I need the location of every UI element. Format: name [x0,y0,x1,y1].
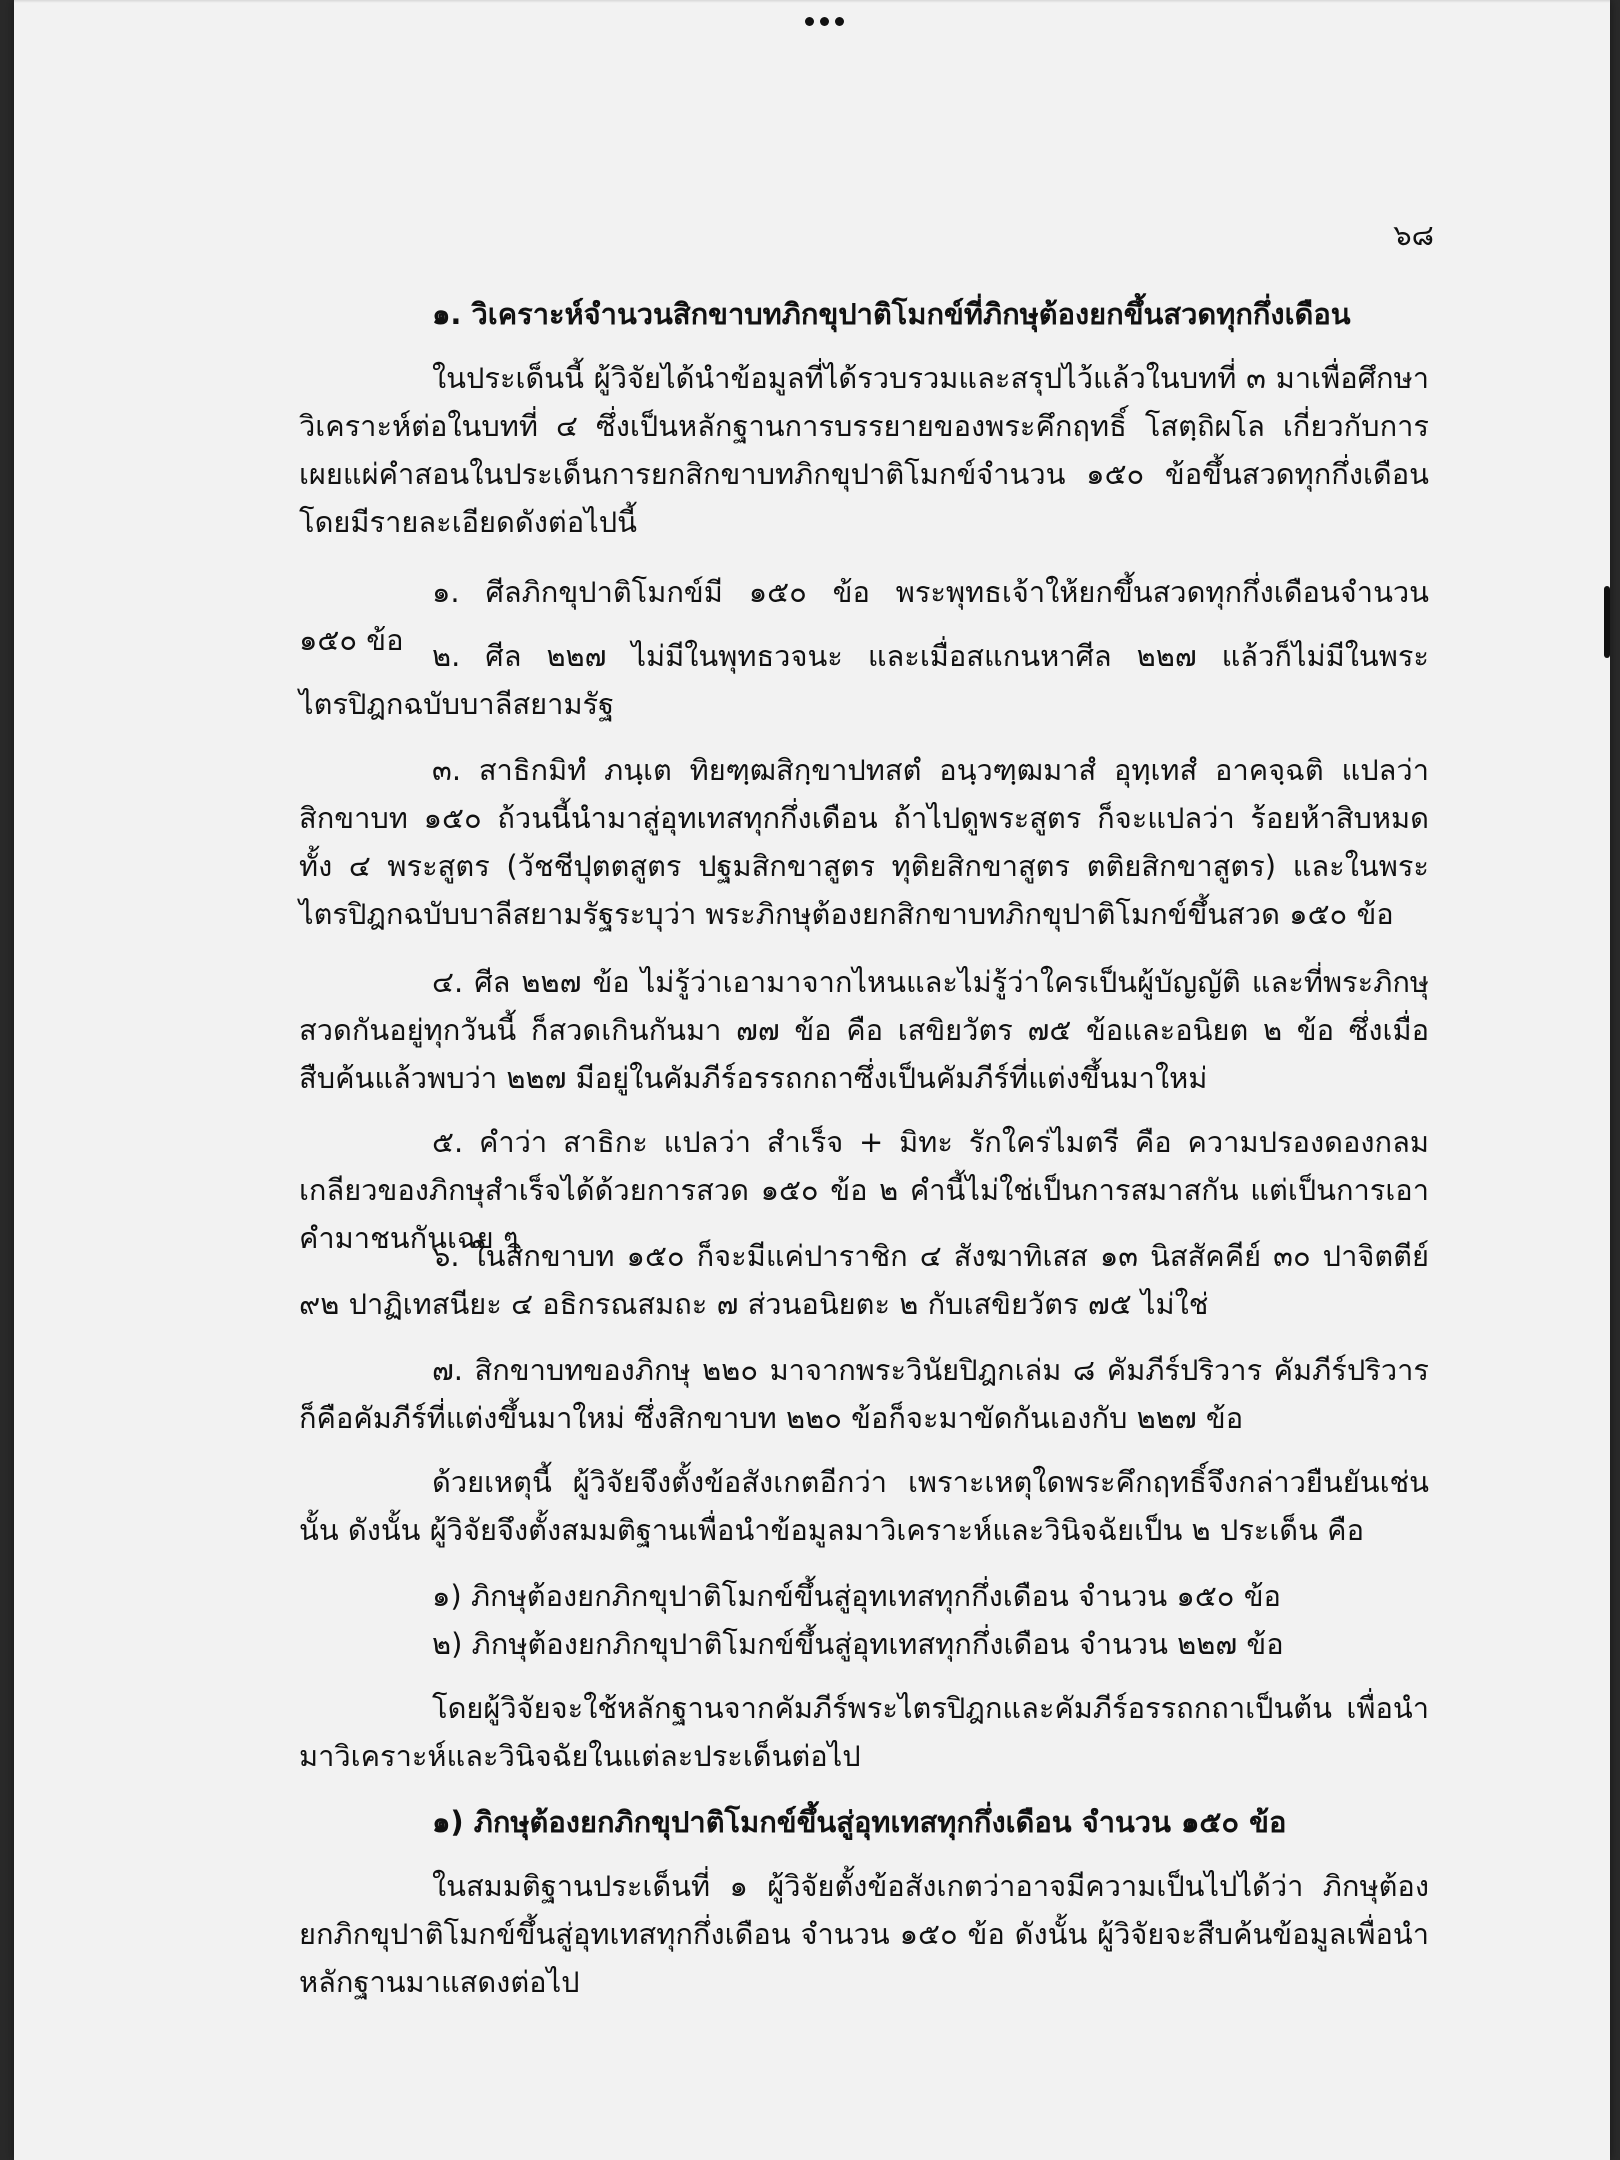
more-options-button[interactable] [794,10,854,32]
hypothesis-1: ๑) ภิกษุต้องยกภิกขุปาติโมกข์ขึ้นสู่อุทเทสทุกกึ่งเดือน จำนวน ๑๕๐ ข้อ [432,1579,1281,1613]
point-5: ๕. คำว่า สาธิกะ แปลว่า สำเร็จ + มิทะ รักใคร่ไมตรี คือ ความปรองดองกลมเกลียวของภิกษุสำเร็จได้ด้วยการสวด ๑๕๐ ข้อ ๒ คำนี้ไม่ใช่เป็นการสมาสกัน แต่เป็นการเอาคำมาชนกันเฉย ๆ [299,1125,1429,1255]
intro-paragraph: ในประเด็นนี้ ผู้วิจัยได้นำข้อมูลที่ได้รวบรวมและสรุปไว้แล้วในบทที่ ๓ มาเพื่อศึกษาวิเคราะห์ต่อในบทที่ ๔ ซึ่งเป็นหลักฐานการบรรยายของพระคึกฤทธิ์ โสตฺถิผโล เกี่ยวกับการเผยแผ่คำสอนในประเด็นการยกสิกขาบทภิกขุปาติโมกข์จำนวน ๑๕๐ ข้อขึ้นสวดทุกกึ่งเดือน โดยมีรายละเอียดดังต่อไปนี้ [299,361,1429,539]
observation-paragraph: ด้วยเหตุนี้ ผู้วิจัยจึงตั้งข้อสังเกตอีกว่า เพราะเหตุใดพระคึกฤทธิ์จึงกล่าวยืนยันเช่นนั้น ดังนั้น ผู้วิจัยจึงตั้งสมมติฐานเพื่อนำข้อมูลมาวิเคราะห์และวินิจฉัยเป็น ๒ ประเด็น คือ [299,1465,1429,1547]
point-3: ๓. สาธิกมิทํ ภนฺเต ทิยฑฺฒสิกฺขาปทสตํ อนฺวฑฺฒมาสํ อุทฺเทสํ อาคจฺฉติ แปลว่า สิกขาบท ๑๕๐ ถ้วนนี้นำมาสู่อุทเทสทุกกึ่งเดือน ถ้าไปดูพระสูตร ก็จะแปลว่า ร้อยห้าสิบหมดทั้ง ๔ พระสูตร (วัชชีปุตตสูตร ปฐมสิกขาสูตร ทุติยสิกขาสูตร ตติยสิกขาสูตร) และในพระไตรปิฎกฉบับบาลีสยามรัฐระบุว่า พระภิกษุต้องยกสิกขาบทภิกขุปาติโมกข์ขึ้นสวด ๑๕๐ ข้อ [299,753,1429,931]
more-horizontal-icon-dot [835,17,844,26]
point-2: ๒. ศีล ๒๒๗ ไม่มีในพุทธวจนะ และเมื่อสแกนหาศีล ๒๒๗ แล้วก็ไม่มีในพระไตรปิฎกฉบับบาลีสยามรัฐ [299,639,1429,721]
hypothesis-2: ๒) ภิกษุต้องยกภิกขุปาติโมกข์ขึ้นสู่อุทเทสทุกกึ่งเดือน จำนวน ๒๒๗ ข้อ [432,1627,1284,1661]
page-number: ๖๘ [1393,218,1434,252]
closing-paragraph: ในสมมติฐานประเด็นที่ ๑ ผู้วิจัยตั้งข้อสังเกตว่าอาจมีความเป็นไปได้ว่า ภิกษุต้องยกภิกขุปาติโมกข์ขึ้นสู่อุทเทสทุกกึ่งเดือน จำนวน ๑๕๐ ข้อ ดังนั้น ผู้วิจัยจะสืบค้นข้อมูลเพื่อนำหลักฐานมาแสดงต่อไป [299,1869,1429,1999]
document-page [14,0,1610,2160]
method-paragraph: โดยผู้วิจัยจะใช้หลักฐานจากคัมภีร์พระไตรปิฎกและคัมภีร์อรรถกถาเป็นต้น เพื่อนำมาวิเคราะห์และวินิจฉัยในแต่ละประเด็นต่อไป [299,1691,1429,1773]
more-horizontal-icon [805,17,814,26]
section-heading: ๑. วิเคราะห์จำนวนสิกขาบทภิกขุปาติโมกข์ที่ภิกษุต้องยกขึ้นสวดทุกกึ่งเดือน [432,297,1351,331]
point-1: ๑. ศีลภิกขุปาติโมกข์มี ๑๕๐ ข้อ พระพุทธเจ้าให้ยกขึ้นสวดทุกกึ่งเดือนจำนวน ๑๕๐ ข้อ [299,575,1429,657]
point-7: ๗. สิกขาบทของภิกษุ ๒๒๐ มาจากพระวินัยปิฎกเล่ม ๘ คัมภีร์ปริวาร คัมภีร์ปริวารก็คือคัมภีร์ที่แต่งขึ้นมาใหม่ ซึ่งสิกขาบท ๒๒๐ ข้อก็จะมาขัดกันเองกับ ๒๒๗ ข้อ [299,1353,1429,1435]
point-4: ๔. ศีล ๒๒๗ ข้อ ไม่รู้ว่าเอามาจากไหนและไม่รู้ว่าใครเป็นผู้บัญญัติ และที่พระภิกษุสวดกันอยู่ทุกวันนี้ ก็สวดเกินกันมา ๗๗ ข้อ คือ เสขิยวัตร ๗๕ ข้อและอนิยต ๒ ข้อ ซึ่งเมื่อสืบค้นแล้วพบว่า ๒๒๗ มีอยู่ในคัมภีร์อรรถกถาซึ่งเป็นคัมภีร์ที่แต่งขึ้นมาใหม่ [299,965,1429,1095]
more-horizontal-icon-dot [820,17,829,26]
subsection-heading: ๑) ภิกษุต้องยกภิกขุปาติโมกข์ขึ้นสู่อุทเทสทุกกึ่งเดือน จำนวน ๑๕๐ ข้อ [432,1805,1287,1839]
scrollbar-thumb[interactable] [1604,586,1610,658]
point-6: ๖. ในสิกขาบท ๑๕๐ ก็จะมีแค่ปาราชิก ๔ สังฆาทิเสส ๑๓ นิสสัคคีย์ ๓๐ ปาจิตตีย์ ๙๒ ปาฏิเทสนียะ ๔ อธิกรณสมถะ ๗ ส่วนอนิยตะ ๒ กับเสขิยวัตร ๗๕ ไม่ใช่ [299,1239,1429,1321]
